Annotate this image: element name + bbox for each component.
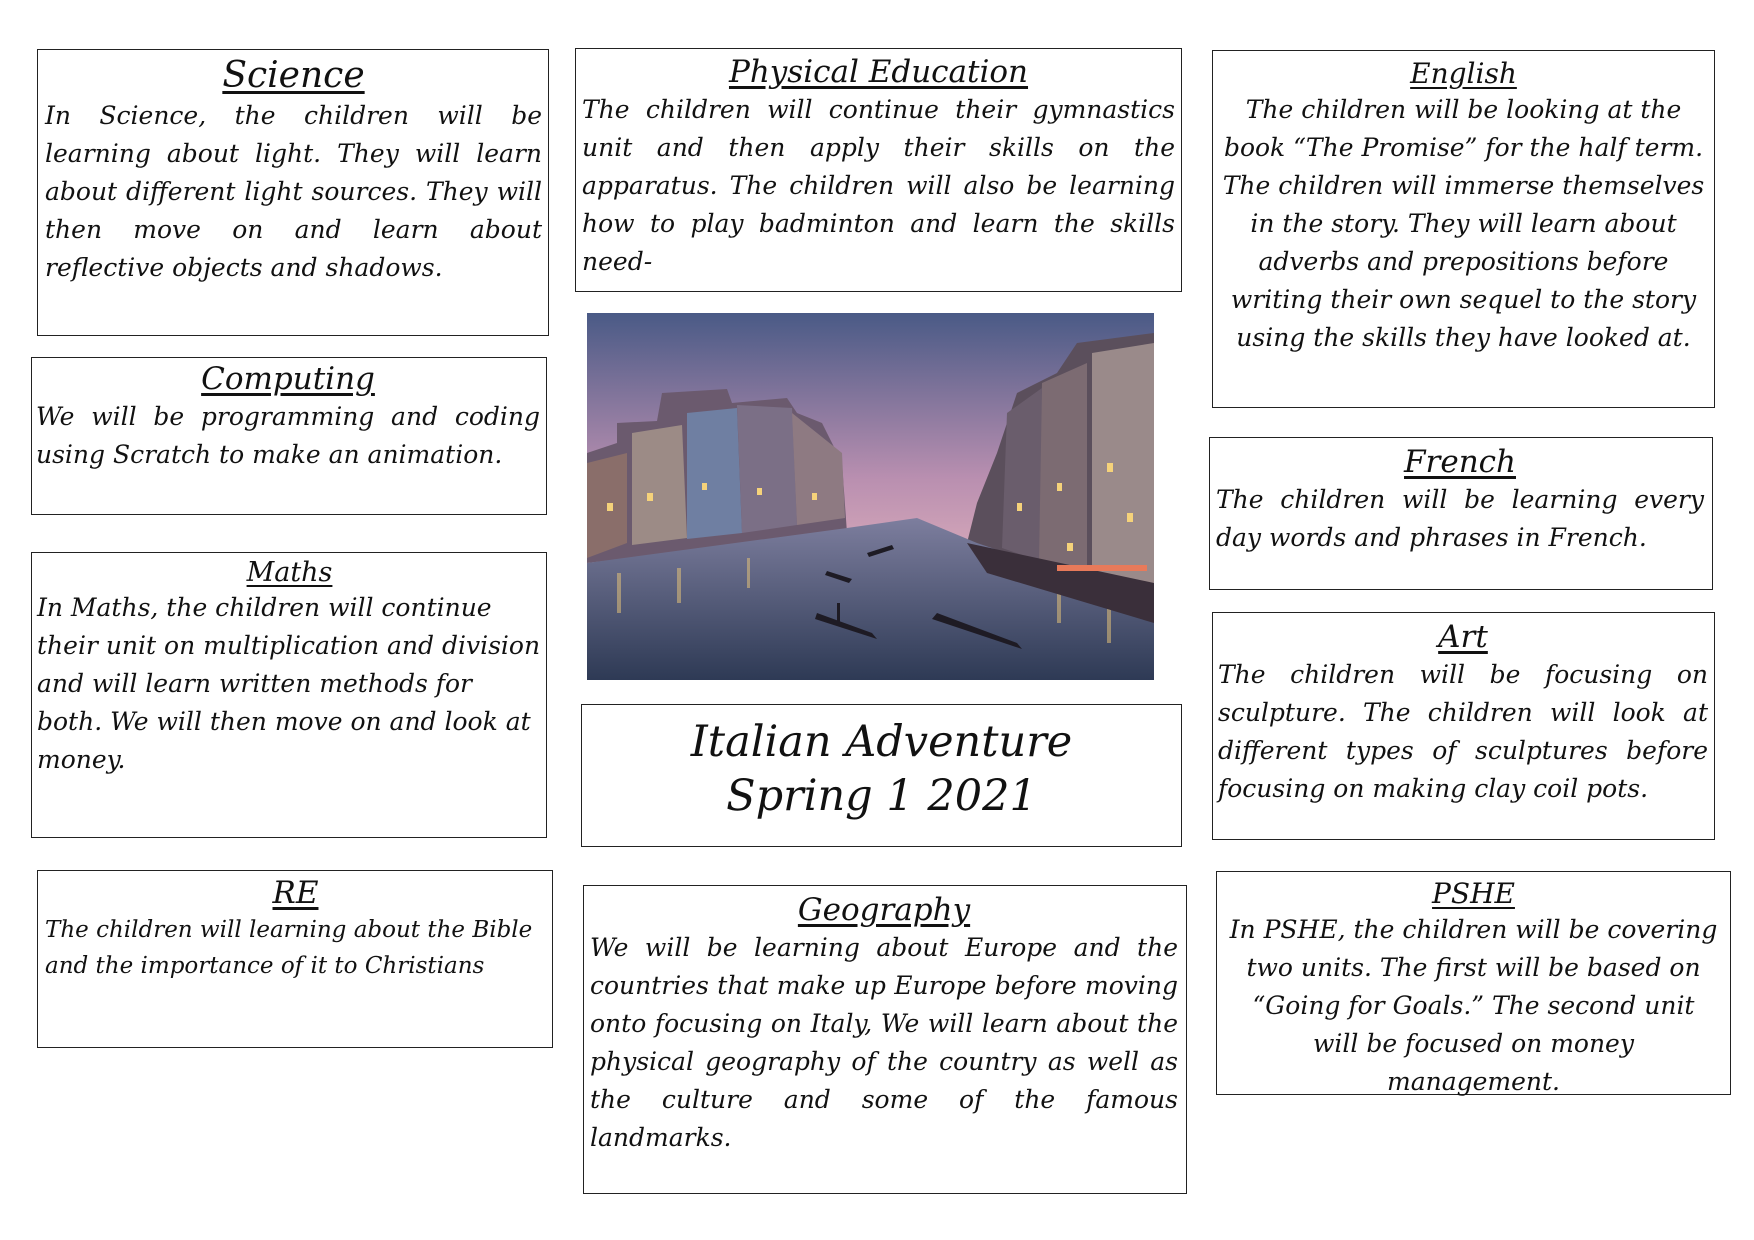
geography-text: We will be learning about Europe and the countries that make up Europe before moving onto focusing on Italy, We will learn about the physical geography of the country as well as the culture and some of the famous landmarks.	[590, 933, 1178, 1153]
page-title: Italian Adventure	[690, 717, 1073, 767]
page-subtitle: Spring 1 2021	[726, 771, 1037, 821]
english-box	[1212, 50, 1715, 408]
pe-heading: Physical Education	[728, 54, 1029, 90]
title-box	[581, 704, 1182, 847]
computing-text: We will be programming and coding using Scratch to make an animation.	[36, 402, 540, 470]
pshe-text: In PSHE, the children will be covering two units. The first will be based on “Going for Goals.” The second unit will be focused on money management.	[1229, 914, 1718, 1096]
french-text: The children will be learning every day words and phrases in French.	[1216, 485, 1704, 553]
maths-box	[31, 552, 547, 838]
re-heading: RE	[272, 875, 319, 911]
art-text: The children will be focusing on sculpture. The children will look at different types of sculptures before focusing on making clay coil pots.	[1218, 660, 1708, 804]
computing-box	[31, 357, 547, 515]
english-heading: English	[1410, 57, 1517, 90]
science-heading: Science	[222, 55, 365, 96]
art-box	[1212, 612, 1715, 840]
computing-heading: Computing	[201, 361, 375, 397]
french-heading: French	[1404, 444, 1516, 480]
geography-box	[583, 885, 1187, 1194]
maths-text: In Maths, the children will continue their unit on multiplication and division and will learn written methods for both. We will then move on and look at money.	[37, 593, 541, 775]
english-text: The children will be looking at the book “The Promise” for the half term. The children will immerse themselves in the story. They will learn about adverbs and prepositions before writing their own sequel to the story using the skills they have looked at.	[1222, 94, 1705, 352]
re-box	[37, 870, 553, 1048]
re-text: The children will learning about the Bible and the importance of it to Christians	[45, 917, 533, 980]
french-box	[1209, 437, 1713, 590]
art-heading: Art	[1438, 619, 1488, 655]
venice-canal-photo	[587, 313, 1154, 680]
pe-box	[575, 48, 1182, 292]
science-text: In Science, the children will be learning about light. They will learn about different light sources. They will then move on and learn about reflective objects and shadows.	[45, 101, 542, 283]
geography-heading: Geography	[797, 892, 971, 928]
science-box	[37, 49, 549, 336]
maths-heading: Maths	[246, 557, 333, 588]
pe-text: The children will continue their gymnastics unit and then apply their skills on the apparatus. The children will also be learning how to play badminton and learn the skills need-	[582, 95, 1175, 277]
pshe-box	[1216, 871, 1731, 1095]
pshe-heading: PSHE	[1432, 877, 1515, 910]
